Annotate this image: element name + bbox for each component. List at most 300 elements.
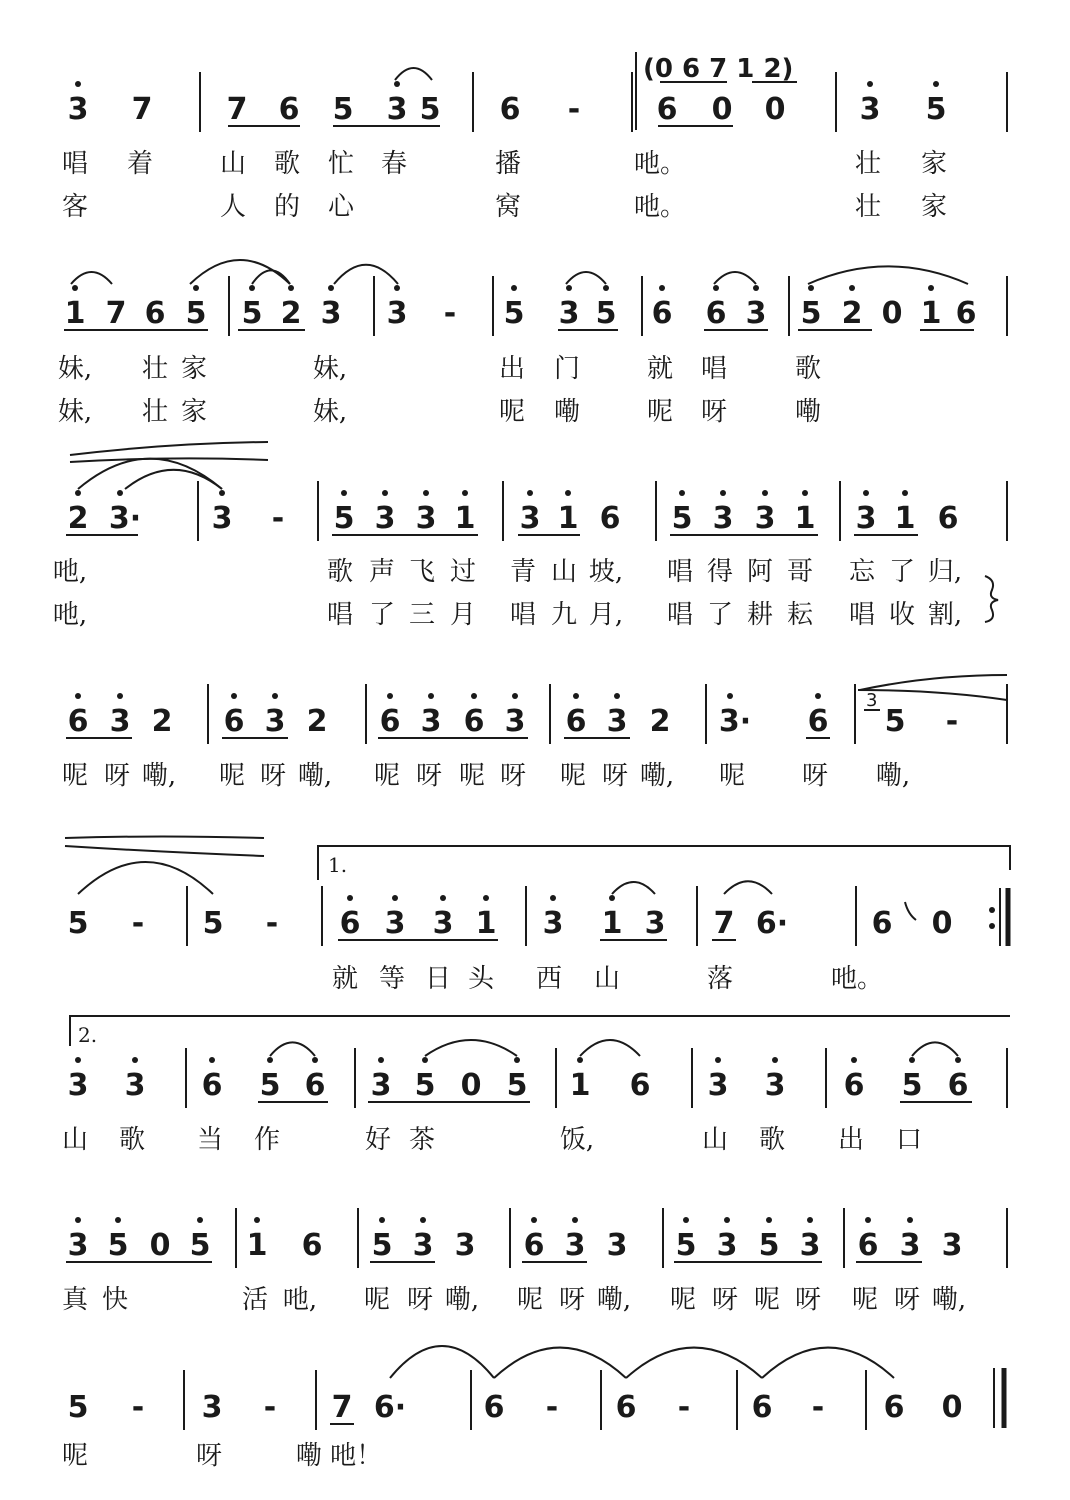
note: 6 bbox=[523, 1228, 545, 1263]
lyric-syllable: 呢 bbox=[559, 761, 587, 791]
note: 1 bbox=[454, 501, 476, 536]
note: - bbox=[677, 1390, 691, 1425]
lyric-syllable: 呀 bbox=[195, 1441, 223, 1471]
octave-dot bbox=[577, 1057, 583, 1063]
lyric-syllable: 呀 bbox=[801, 761, 829, 791]
note: 6 bbox=[223, 704, 245, 739]
lyric-syllable: 头 bbox=[467, 964, 495, 994]
note: 5 bbox=[595, 296, 617, 331]
note: 7 bbox=[226, 92, 248, 127]
note: 3 bbox=[606, 1228, 628, 1263]
lyric-syllable: 呢 bbox=[516, 1285, 544, 1315]
lyric-syllable: 吔。 bbox=[830, 964, 884, 994]
octave-dot bbox=[117, 490, 123, 496]
note: 3 bbox=[201, 1390, 223, 1425]
lyric-syllable: 得 bbox=[706, 557, 734, 587]
lyric-syllable: 过 bbox=[449, 557, 477, 587]
note: 0 bbox=[149, 1228, 171, 1263]
stave-1 bbox=[62, 68, 1007, 222]
octave-dot bbox=[815, 693, 821, 699]
end-repeat-barline bbox=[989, 888, 1008, 946]
lyric-syllable: 嘞 bbox=[794, 397, 822, 427]
verse-brace bbox=[985, 576, 998, 622]
octave-dot bbox=[909, 1057, 915, 1063]
note: 6 bbox=[483, 1390, 505, 1425]
note: 1 bbox=[569, 1068, 591, 1103]
note: - bbox=[271, 501, 285, 536]
lyric-syllable: 嘞 吔！ bbox=[295, 1441, 383, 1471]
note: 1 bbox=[475, 906, 497, 941]
lyric-syllable: 家 bbox=[180, 354, 208, 384]
lyric-syllable: 呢 bbox=[718, 761, 746, 791]
lyric-syllable: 呀 bbox=[601, 761, 629, 791]
note: 6 bbox=[843, 1068, 865, 1103]
note: 5 bbox=[503, 296, 525, 331]
octave-dot bbox=[379, 1217, 385, 1223]
octave-dot bbox=[231, 693, 237, 699]
note: 1 bbox=[557, 501, 579, 536]
note: 3 bbox=[320, 296, 342, 331]
final-barline bbox=[994, 1368, 1004, 1428]
slur bbox=[724, 881, 772, 894]
lyric-syllable: 割, bbox=[927, 600, 963, 630]
note: 6 bbox=[278, 92, 300, 127]
octave-dot bbox=[531, 1217, 537, 1223]
note: 6 bbox=[599, 501, 621, 536]
slur bbox=[612, 882, 655, 894]
note: 3 bbox=[504, 704, 526, 739]
lyric-syllable: 嘞, bbox=[141, 761, 177, 791]
lyric-syllable: 呢 bbox=[373, 761, 401, 791]
note: 5 bbox=[758, 1228, 780, 1263]
lyric-syllable: 歌 bbox=[273, 149, 301, 179]
note: 5 bbox=[675, 1228, 697, 1263]
lyric-syllable: 家 bbox=[920, 149, 948, 179]
note: 6· bbox=[755, 906, 789, 941]
lyric-syllable: 呢 bbox=[646, 397, 674, 427]
lyric-syllable: 妹, bbox=[312, 397, 348, 427]
octave-dot bbox=[512, 693, 518, 699]
slur bbox=[580, 1040, 640, 1056]
note: 6 bbox=[651, 296, 673, 331]
glide-mark bbox=[905, 902, 916, 920]
octave-dot bbox=[197, 1217, 203, 1223]
lyric-syllable: 呀 bbox=[711, 1285, 739, 1315]
slur bbox=[125, 470, 222, 489]
lyric-syllable: 当 bbox=[196, 1125, 224, 1155]
octave-dot bbox=[72, 285, 78, 291]
lyric-syllable: 呢 bbox=[458, 761, 486, 791]
lyric-syllable: 妹, bbox=[57, 397, 93, 427]
lyric-syllable: 了 bbox=[888, 557, 916, 587]
note: 5 bbox=[800, 296, 822, 331]
note: 3 bbox=[745, 296, 767, 331]
slur bbox=[71, 272, 112, 284]
staves bbox=[53, 68, 1007, 1471]
note: 2 bbox=[306, 704, 328, 739]
note: 7 bbox=[131, 92, 153, 127]
lyric-syllable: 呀 bbox=[794, 1285, 822, 1315]
stave-6 bbox=[62, 1040, 1007, 1155]
note: 3 bbox=[899, 1228, 921, 1263]
note: 3 bbox=[67, 1068, 89, 1103]
note: 1 bbox=[894, 501, 916, 536]
octave-dot bbox=[603, 285, 609, 291]
slur bbox=[494, 1348, 626, 1378]
lyric-syllable: 呢 bbox=[61, 1441, 89, 1471]
volta-2-label: 2. bbox=[78, 1023, 98, 1047]
octave-dot bbox=[807, 1217, 813, 1223]
octave-dot bbox=[328, 285, 334, 291]
note: 6 bbox=[656, 92, 678, 127]
octave-dot bbox=[753, 285, 759, 291]
note: 6 bbox=[339, 906, 361, 941]
volta-1 bbox=[318, 846, 1010, 880]
lyric-syllable: 嘞, bbox=[596, 1285, 632, 1315]
note: 6 bbox=[751, 1390, 773, 1425]
lyric-syllable: 吔。 bbox=[633, 149, 687, 179]
note: 6 bbox=[857, 1228, 879, 1263]
note: 0 bbox=[931, 906, 953, 941]
note: 6 bbox=[499, 92, 521, 127]
slur bbox=[78, 862, 213, 894]
lyric-syllable: 了 bbox=[706, 600, 734, 630]
note: 5 bbox=[332, 92, 354, 127]
octave-dot bbox=[132, 1057, 138, 1063]
lyric-syllable: 西 bbox=[535, 964, 563, 994]
note: 5 bbox=[333, 501, 355, 536]
note: 3· bbox=[718, 704, 752, 739]
octave-dot bbox=[727, 693, 733, 699]
lyric-syllable: 了 bbox=[368, 600, 396, 630]
note: 2 bbox=[151, 704, 173, 739]
note: - bbox=[131, 1390, 145, 1425]
note: 1 bbox=[601, 906, 623, 941]
note: 6 bbox=[463, 704, 485, 739]
note: 2 bbox=[280, 296, 302, 331]
lyric-syllable: 口 bbox=[895, 1125, 923, 1155]
octave-dot bbox=[851, 1057, 857, 1063]
lyric-syllable: 播 bbox=[494, 149, 522, 179]
lyric-syllable: 等 bbox=[378, 964, 406, 994]
note: 5 bbox=[67, 1390, 89, 1425]
note: 5 bbox=[925, 92, 947, 127]
octave-dot bbox=[288, 285, 294, 291]
note: 3 bbox=[67, 92, 89, 127]
slur bbox=[912, 1042, 958, 1056]
note: 2 bbox=[841, 296, 863, 331]
note: 6 bbox=[955, 296, 977, 331]
note: 0 bbox=[460, 1068, 482, 1103]
lyric-syllable: 呢 bbox=[669, 1285, 697, 1315]
octave-dot bbox=[720, 490, 726, 496]
lyric-syllable: 家 bbox=[920, 192, 948, 222]
note: 6 bbox=[883, 1390, 905, 1425]
lyric-syllable: 山 bbox=[219, 149, 247, 179]
note: 3 bbox=[542, 906, 564, 941]
octave-dot bbox=[683, 1217, 689, 1223]
note: 3 bbox=[754, 501, 776, 536]
octave-dot bbox=[514, 1057, 520, 1063]
octave-dot bbox=[75, 693, 81, 699]
note: 3 bbox=[764, 1068, 786, 1103]
octave-dot bbox=[724, 1217, 730, 1223]
lyric-syllable: 月, bbox=[588, 600, 624, 630]
note: - bbox=[131, 906, 145, 941]
note: 0 bbox=[711, 92, 733, 127]
octave-dot bbox=[715, 1057, 721, 1063]
note: 0 bbox=[764, 92, 786, 127]
octave-dot bbox=[933, 81, 939, 87]
lyric-syllable: 真 bbox=[61, 1285, 89, 1315]
octave-dot bbox=[928, 285, 934, 291]
lyric-syllable: 歌 bbox=[326, 557, 354, 587]
note: 0 bbox=[881, 296, 903, 331]
slur bbox=[252, 270, 290, 284]
octave-dot bbox=[254, 1217, 260, 1223]
lyric-syllable: 壮 bbox=[854, 149, 882, 179]
note: 3 bbox=[941, 1228, 963, 1263]
slur bbox=[762, 1348, 894, 1378]
octave-dot bbox=[511, 285, 517, 291]
octave-dot bbox=[766, 1217, 772, 1223]
lyric-syllable: 歌 bbox=[118, 1125, 146, 1155]
note: 3 bbox=[420, 704, 442, 739]
lyric-syllable: 吔, bbox=[282, 1285, 318, 1315]
note: 5 bbox=[414, 1068, 436, 1103]
lyric-syllable: 呢 bbox=[851, 1285, 879, 1315]
note: 6 bbox=[67, 704, 89, 739]
lyric-syllable: 飞 bbox=[408, 557, 436, 587]
lyric-syllable: 呢 bbox=[61, 761, 89, 791]
note: 3 bbox=[855, 501, 877, 536]
note: 6 bbox=[565, 704, 587, 739]
note: 5 bbox=[884, 704, 906, 739]
note: 1 bbox=[794, 501, 816, 536]
note: 3· bbox=[108, 501, 142, 536]
lyric-syllable: 嘞 bbox=[553, 397, 581, 427]
lyric-syllable: 呀 bbox=[893, 1285, 921, 1315]
note: 5 bbox=[901, 1068, 923, 1103]
lyric-syllable: 唱 bbox=[848, 600, 876, 630]
lyric-syllable: 耘 bbox=[786, 600, 814, 630]
note: 3 bbox=[644, 906, 666, 941]
octave-dot bbox=[115, 1217, 121, 1223]
lyric-syllable: 呢 bbox=[218, 761, 246, 791]
lyric-syllable: 壮 bbox=[141, 397, 169, 427]
note: 3 bbox=[564, 1228, 586, 1263]
octave-dot bbox=[75, 1057, 81, 1063]
note: 3 bbox=[799, 1228, 821, 1263]
octave-dot bbox=[573, 693, 579, 699]
stave-3 bbox=[53, 459, 1007, 630]
lyric-syllable: 山 bbox=[701, 1125, 729, 1155]
octave-dot bbox=[387, 693, 393, 699]
lyric-syllable: 耕 bbox=[746, 600, 774, 630]
octave-dot bbox=[614, 693, 620, 699]
lyric-syllable: 唱 bbox=[509, 600, 537, 630]
octave-dot bbox=[394, 285, 400, 291]
octave-dot bbox=[772, 1057, 778, 1063]
lyric-syllable: 就 bbox=[646, 354, 674, 384]
octave-dot bbox=[394, 81, 400, 87]
lyric-syllable: 饭, bbox=[559, 1125, 595, 1155]
octave-dot bbox=[566, 285, 572, 291]
lyric-syllable: 嘞, bbox=[444, 1285, 480, 1315]
lyric-syllable: 坡, bbox=[588, 557, 624, 587]
octave-dot bbox=[609, 895, 615, 901]
octave-dot bbox=[420, 1217, 426, 1223]
slur bbox=[270, 1042, 315, 1056]
slur bbox=[425, 1040, 517, 1056]
note: 1 bbox=[64, 296, 86, 331]
octave-dot bbox=[527, 490, 533, 496]
note: 5 bbox=[506, 1068, 528, 1103]
lyric-syllable: 呢 bbox=[363, 1285, 391, 1315]
note: 6 bbox=[937, 501, 959, 536]
lyric-syllable: 声 bbox=[368, 557, 396, 587]
octave-dot bbox=[312, 1057, 318, 1063]
octave-dot bbox=[849, 285, 855, 291]
note: 5 bbox=[67, 906, 89, 941]
octave-dot bbox=[679, 490, 685, 496]
octave-dot bbox=[483, 895, 489, 901]
lyric-syllable: 春 bbox=[380, 149, 408, 179]
stave-8 bbox=[62, 1346, 962, 1471]
octave-dot bbox=[382, 490, 388, 496]
lyric-syllable: 归, bbox=[927, 557, 963, 587]
octave-dot bbox=[75, 81, 81, 87]
lyric-syllable: 吔。 bbox=[633, 192, 687, 222]
note: 2 bbox=[67, 501, 89, 536]
lyric-syllable: 日 bbox=[424, 964, 452, 994]
note: 3 bbox=[384, 906, 406, 941]
note: 3 bbox=[716, 1228, 738, 1263]
lyric-syllable: 收 bbox=[888, 600, 916, 630]
note: 6 bbox=[807, 704, 829, 739]
note: 3 bbox=[264, 704, 286, 739]
octave-dot bbox=[462, 490, 468, 496]
lyric-syllable: 月 bbox=[449, 600, 477, 630]
note: 3 bbox=[67, 1228, 89, 1263]
lyric-syllable: 门 bbox=[553, 354, 581, 384]
note: 1 bbox=[246, 1228, 268, 1263]
note: 5 bbox=[419, 92, 441, 127]
note: 7 bbox=[713, 906, 735, 941]
lyric-syllable: 作 bbox=[253, 1125, 281, 1155]
note: 3 bbox=[606, 704, 628, 739]
octave-dot bbox=[659, 285, 665, 291]
octave-dot bbox=[802, 490, 808, 496]
note: 6 bbox=[629, 1068, 651, 1103]
note: 5 bbox=[241, 296, 263, 331]
lyric-syllable: 呢 bbox=[753, 1285, 781, 1315]
stave-2 bbox=[58, 260, 1007, 427]
slur bbox=[566, 272, 606, 284]
note: 5 bbox=[371, 1228, 393, 1263]
lyric-syllable: 家 bbox=[180, 397, 208, 427]
octave-dot bbox=[272, 693, 278, 699]
lyric-syllable: 出 bbox=[837, 1125, 865, 1155]
note: - bbox=[265, 906, 279, 941]
note: 3 bbox=[386, 296, 408, 331]
lyric-syllable: 好 bbox=[364, 1125, 392, 1155]
slur bbox=[390, 1346, 494, 1378]
note: 6 bbox=[201, 1068, 223, 1103]
octave-dot bbox=[209, 1057, 215, 1063]
lyric-syllable: 呀 bbox=[259, 761, 287, 791]
slur bbox=[714, 272, 756, 284]
lyric-syllable: 壮 bbox=[141, 354, 169, 384]
lyric-syllable: 哥 bbox=[786, 557, 814, 587]
note: 3 bbox=[109, 704, 131, 739]
note: 3 bbox=[454, 1228, 476, 1263]
note: 6 bbox=[615, 1390, 637, 1425]
lyric-syllable: 歌 bbox=[794, 354, 822, 384]
lyric-syllable: 唱 bbox=[700, 354, 728, 384]
octave-dot bbox=[440, 895, 446, 901]
slur bbox=[334, 265, 398, 284]
lyric-syllable: 嘞, bbox=[297, 761, 333, 791]
lyric-syllable: 窝 bbox=[494, 192, 522, 222]
lyric-syllable: 就 bbox=[331, 964, 359, 994]
octave-dot bbox=[193, 285, 199, 291]
volta-2 bbox=[70, 1016, 1010, 1047]
octave-dot bbox=[471, 693, 477, 699]
octave-dot bbox=[392, 895, 398, 901]
note: 5 bbox=[259, 1068, 281, 1103]
note: 3 bbox=[412, 1228, 434, 1263]
octave-dot bbox=[907, 1217, 913, 1223]
lyric-syllable: 着 bbox=[126, 149, 154, 179]
lyric-syllable: 呀 bbox=[700, 397, 728, 427]
lyric-syllable: 阿 bbox=[746, 557, 774, 587]
note: 3 bbox=[859, 92, 881, 127]
stave-5 bbox=[68, 862, 953, 994]
lyric-syllable: 妹, bbox=[57, 354, 93, 384]
note: 3 bbox=[386, 92, 408, 127]
lyric-syllable: 壮 bbox=[854, 192, 882, 222]
lyric-syllable: 呀 bbox=[499, 761, 527, 791]
lyric-syllable: 呀 bbox=[415, 761, 443, 791]
octave-dot bbox=[762, 490, 768, 496]
pickup-phrase-text: (0 6 7 1 2) bbox=[643, 54, 794, 84]
octave-dot bbox=[117, 693, 123, 699]
note: 3 bbox=[519, 501, 541, 536]
lyric-syllable: 嘞, bbox=[931, 1285, 967, 1315]
lyric-syllable: 唱 bbox=[61, 149, 89, 179]
lyric-syllable: 快 bbox=[101, 1285, 129, 1315]
lyric-syllable: 人 bbox=[219, 192, 247, 222]
note: 6 bbox=[144, 296, 166, 331]
octave-dot bbox=[75, 490, 81, 496]
octave-dot bbox=[550, 895, 556, 901]
lyric-syllable: 呀 bbox=[406, 1285, 434, 1315]
lyric-syllable: 出 bbox=[498, 354, 526, 384]
lyric-syllable: 山 bbox=[593, 964, 621, 994]
octave-dot bbox=[378, 1057, 384, 1063]
lyric-syllable: 三 bbox=[408, 600, 436, 630]
octave-dot bbox=[249, 285, 255, 291]
note: 2 bbox=[649, 704, 671, 739]
note: 5 bbox=[202, 906, 224, 941]
octave-dot bbox=[428, 693, 434, 699]
lyric-syllable: 吔, bbox=[52, 600, 88, 630]
lyric-syllable: 唱 bbox=[326, 600, 354, 630]
note: 7 bbox=[105, 296, 127, 331]
note: 6 bbox=[705, 296, 727, 331]
lyric-syllable: 山 bbox=[61, 1125, 89, 1155]
